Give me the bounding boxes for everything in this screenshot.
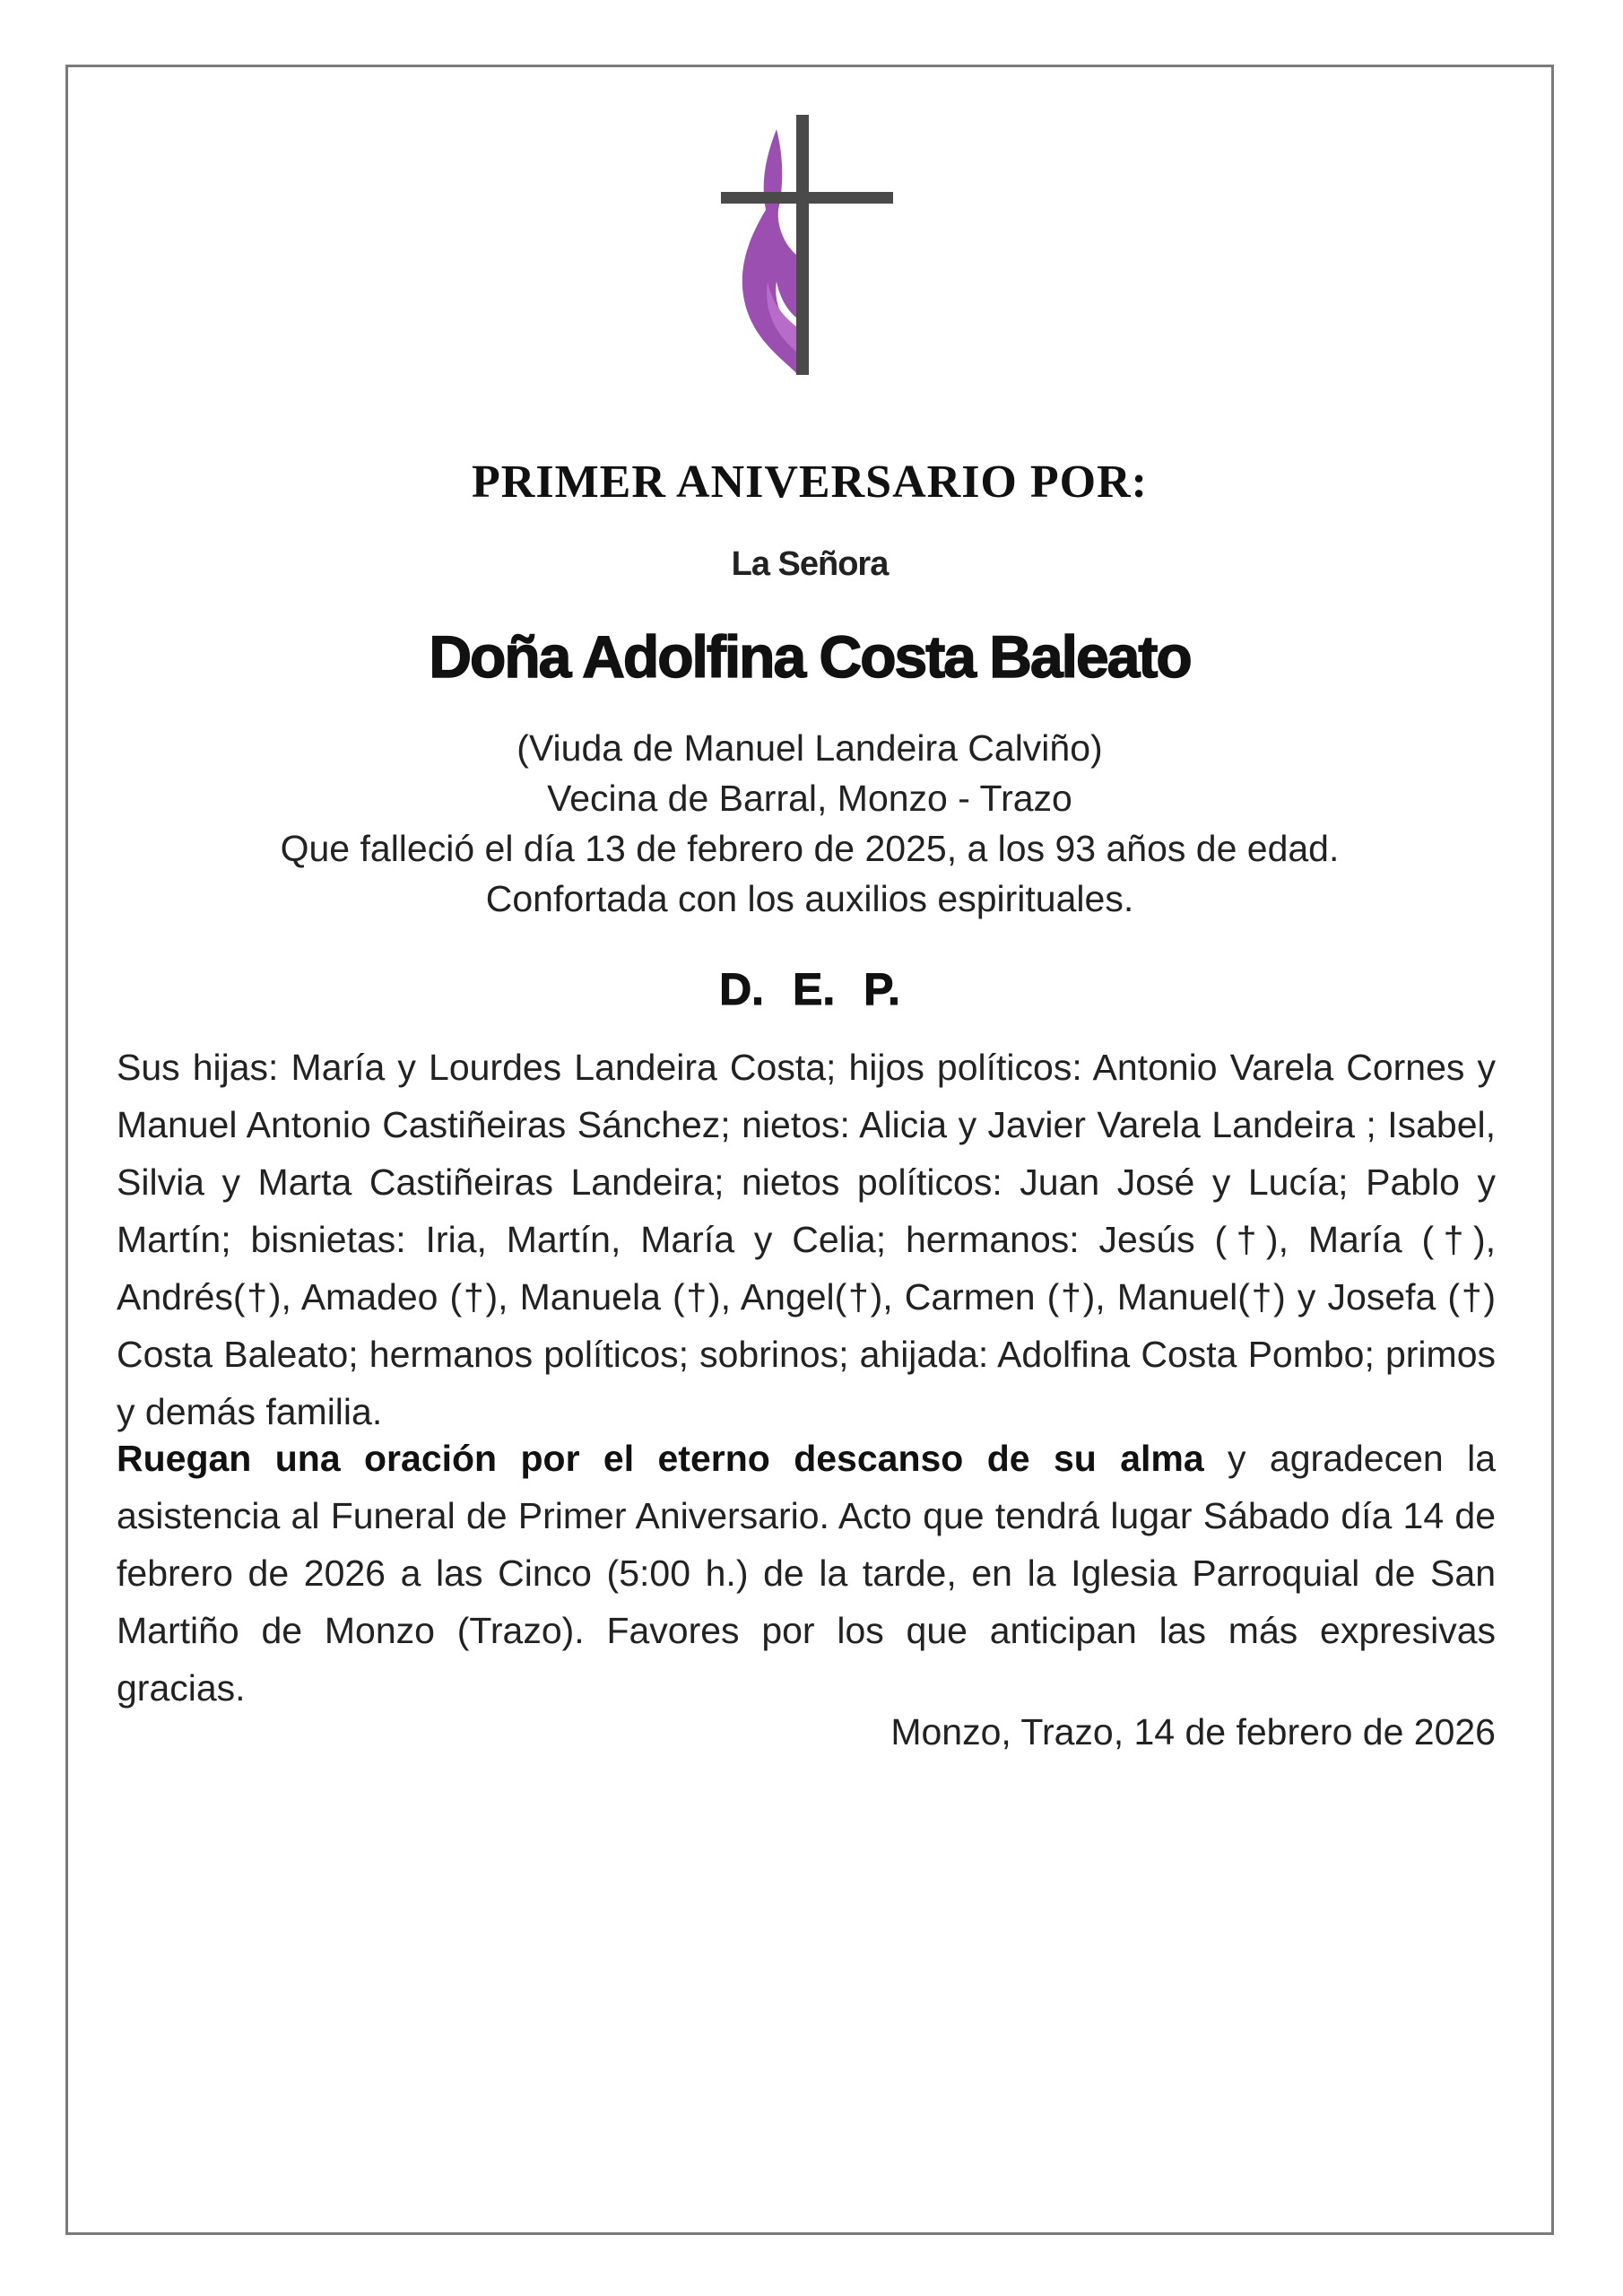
cross-with-flame-icon <box>714 111 893 377</box>
family-paragraph: Sus hijas: María y Lourdes Landeira Costa; hijos políticos: Antonio Varela Cornes y Manuel Antonio Castiñeiras Sánchez; nietos: Alicia y Javier Varela Landeira ; Isabel, Silvia y Marta Castiñeiras Landeira; nietos políticos: Juan José y Lucía; Pablo y Martín; bisnietas: Iria, Martín, María y Celia; hermanos: Jesús (†), María (†), Andrés(†), Amadeo (†), Manuela (†), Angel(†), Carmen (†), Manuel(†) y Josefa (†) Costa Baleato; hermanos políticos; sobrinos; ahijada: Adolfina Costa Pombo; primos y demás familia. <box>117 1047 1496 1432</box>
request-bold-text: Ruegan una oración por el eterno descanso de su alma <box>117 1438 1204 1479</box>
detail-death: Que falleció el día 13 de febrero de 2025, a los 93 años de edad. <box>280 828 1340 869</box>
request-paragraph <box>117 1430 1496 1717</box>
detail-widow: (Viuda de Manuel Landeira Calviño) <box>516 727 1103 769</box>
cross-horizontal <box>721 192 893 204</box>
dep-line: D. E. P. <box>719 964 900 1014</box>
cross-vertical <box>796 115 809 375</box>
notice-heading: PRIMER ANIVERSARIO POR: <box>472 457 1148 508</box>
salutation: La Señora <box>731 545 889 583</box>
deceased-name: Doña Adolfina Costa Baleato <box>429 623 1191 690</box>
detail-residence: Vecina de Barral, Monzo - Trazo <box>547 778 1072 819</box>
place-date: Monzo, Trazo, 14 de febrero de 2026 <box>890 1711 1496 1752</box>
deceased-details <box>65 723 1554 924</box>
request-text: y agradecen la asistencia al Funeral de Primer Aniversario. Acto que tendrá lugar Sábado día 14 de febrero de 2026 a las Cinco (5:00 h.) de la tarde, en la Iglesia Parroquial de San Martiño de Monzo (Trazo). Favores por los que anticipan las más expresivas gracias. <box>117 1438 1497 1709</box>
detail-comfort: Confortada con los auxilios espirituales. <box>485 878 1134 919</box>
